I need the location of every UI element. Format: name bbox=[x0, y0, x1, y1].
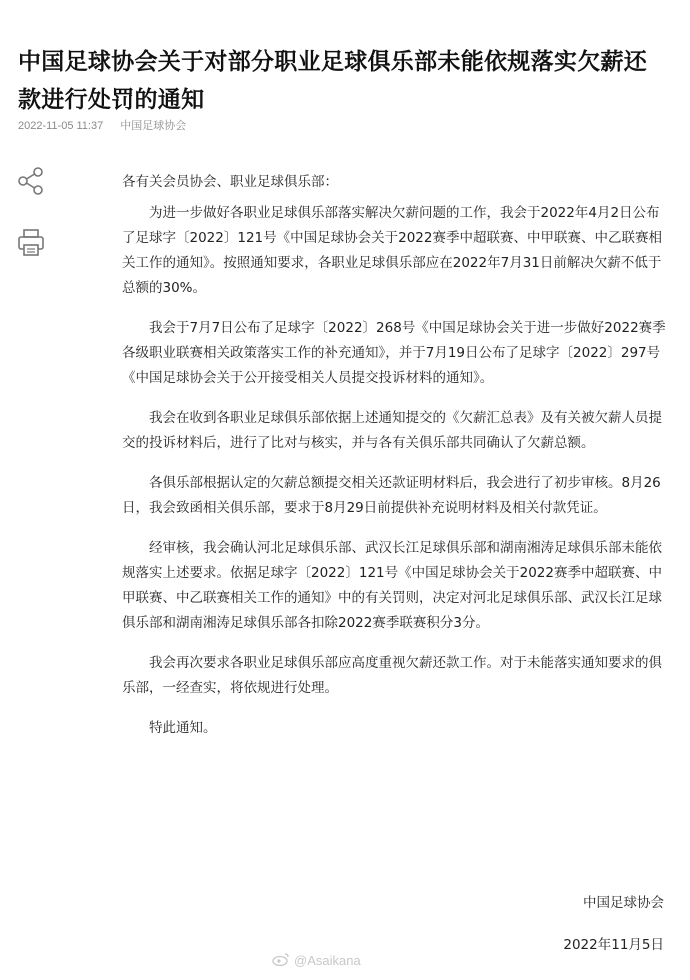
print-icon[interactable] bbox=[14, 226, 48, 260]
article-meta bbox=[18, 117, 186, 133]
article-title: 中国足球协会关于对部分职业足球俱乐部未能依规落实欠薪还款进行处罚的通知 bbox=[18, 49, 648, 114]
greeting: 各有关会员协会、职业足球俱乐部： bbox=[122, 174, 338, 190]
watermark-text: @Asaikana bbox=[294, 953, 361, 968]
body-paragraph: 为进一步做好各职业足球俱乐部落实解决欠薪问题的工作，我会于2022年4月2日公布了足球字〔2022〕121号《中国足球协会关于2022赛季中超联赛、中甲联赛、中乙联赛相关工作的通知》。按照通知要求，各职业足球俱乐部应在2022年7月31日前解决欠薪不低于总额的30%。 bbox=[122, 205, 662, 296]
share-icon[interactable] bbox=[14, 164, 48, 198]
body-paragraph: 经审核，我会确认河北足球俱乐部、武汉长江足球俱乐部和湖南湘涛足球俱乐部未能依规落实上述要求。依据足球字〔2022〕121号《中国足球协会关于2022赛季中超联赛、中甲联赛、中乙联赛相关工作的通知》中的有关罚则，决定对河北足球俱乐部、武汉长江足球俱乐部和湖南湘涛足球俱乐部各扣除2022赛季联赛积分3分。 bbox=[122, 540, 662, 631]
article-body bbox=[122, 170, 672, 756]
weibo-icon bbox=[272, 952, 290, 969]
body-paragraph: 我会于7月7日公布了足球字〔2022〕268号《中国足球协会关于进一步做好2022赛季各级职业联赛相关政策落实工作的补充通知》，并于7月19日公布了足球字〔2022〕297号《中国足球协会关于公开接受相关人员提交投诉材料的通知》。 bbox=[122, 320, 666, 386]
body-paragraph: 各俱乐部根据认定的欠薪总额提交相关还款证明材料后，我会进行了初步审核。8月26日，我会致函相关俱乐部，要求于8月29日前提供补充说明材料及相关付款凭证。 bbox=[122, 475, 661, 516]
publish-datetime: 2022-11-05 11:37 bbox=[18, 120, 104, 132]
watermark bbox=[272, 952, 361, 969]
body-paragraph: 我会在收到各职业足球俱乐部依据上述通知提交的《欠薪汇总表》及有关被欠薪人员提交的投诉材料后，进行了比对与核实，并与各有关俱乐部共同确认了欠薪总额。 bbox=[122, 410, 662, 451]
signature-org: 中国足球协会 bbox=[583, 895, 664, 911]
signature-date: 2022年11月5日 bbox=[563, 937, 664, 953]
article-source: 中国足球协会 bbox=[120, 120, 187, 132]
body-paragraph: 我会再次要求各职业足球俱乐部应高度重视欠薪还款工作。对于未能落实通知要求的俱乐部，一经查实，将依规进行处理。 bbox=[122, 655, 662, 696]
closing-line: 特此通知。 bbox=[149, 720, 217, 736]
